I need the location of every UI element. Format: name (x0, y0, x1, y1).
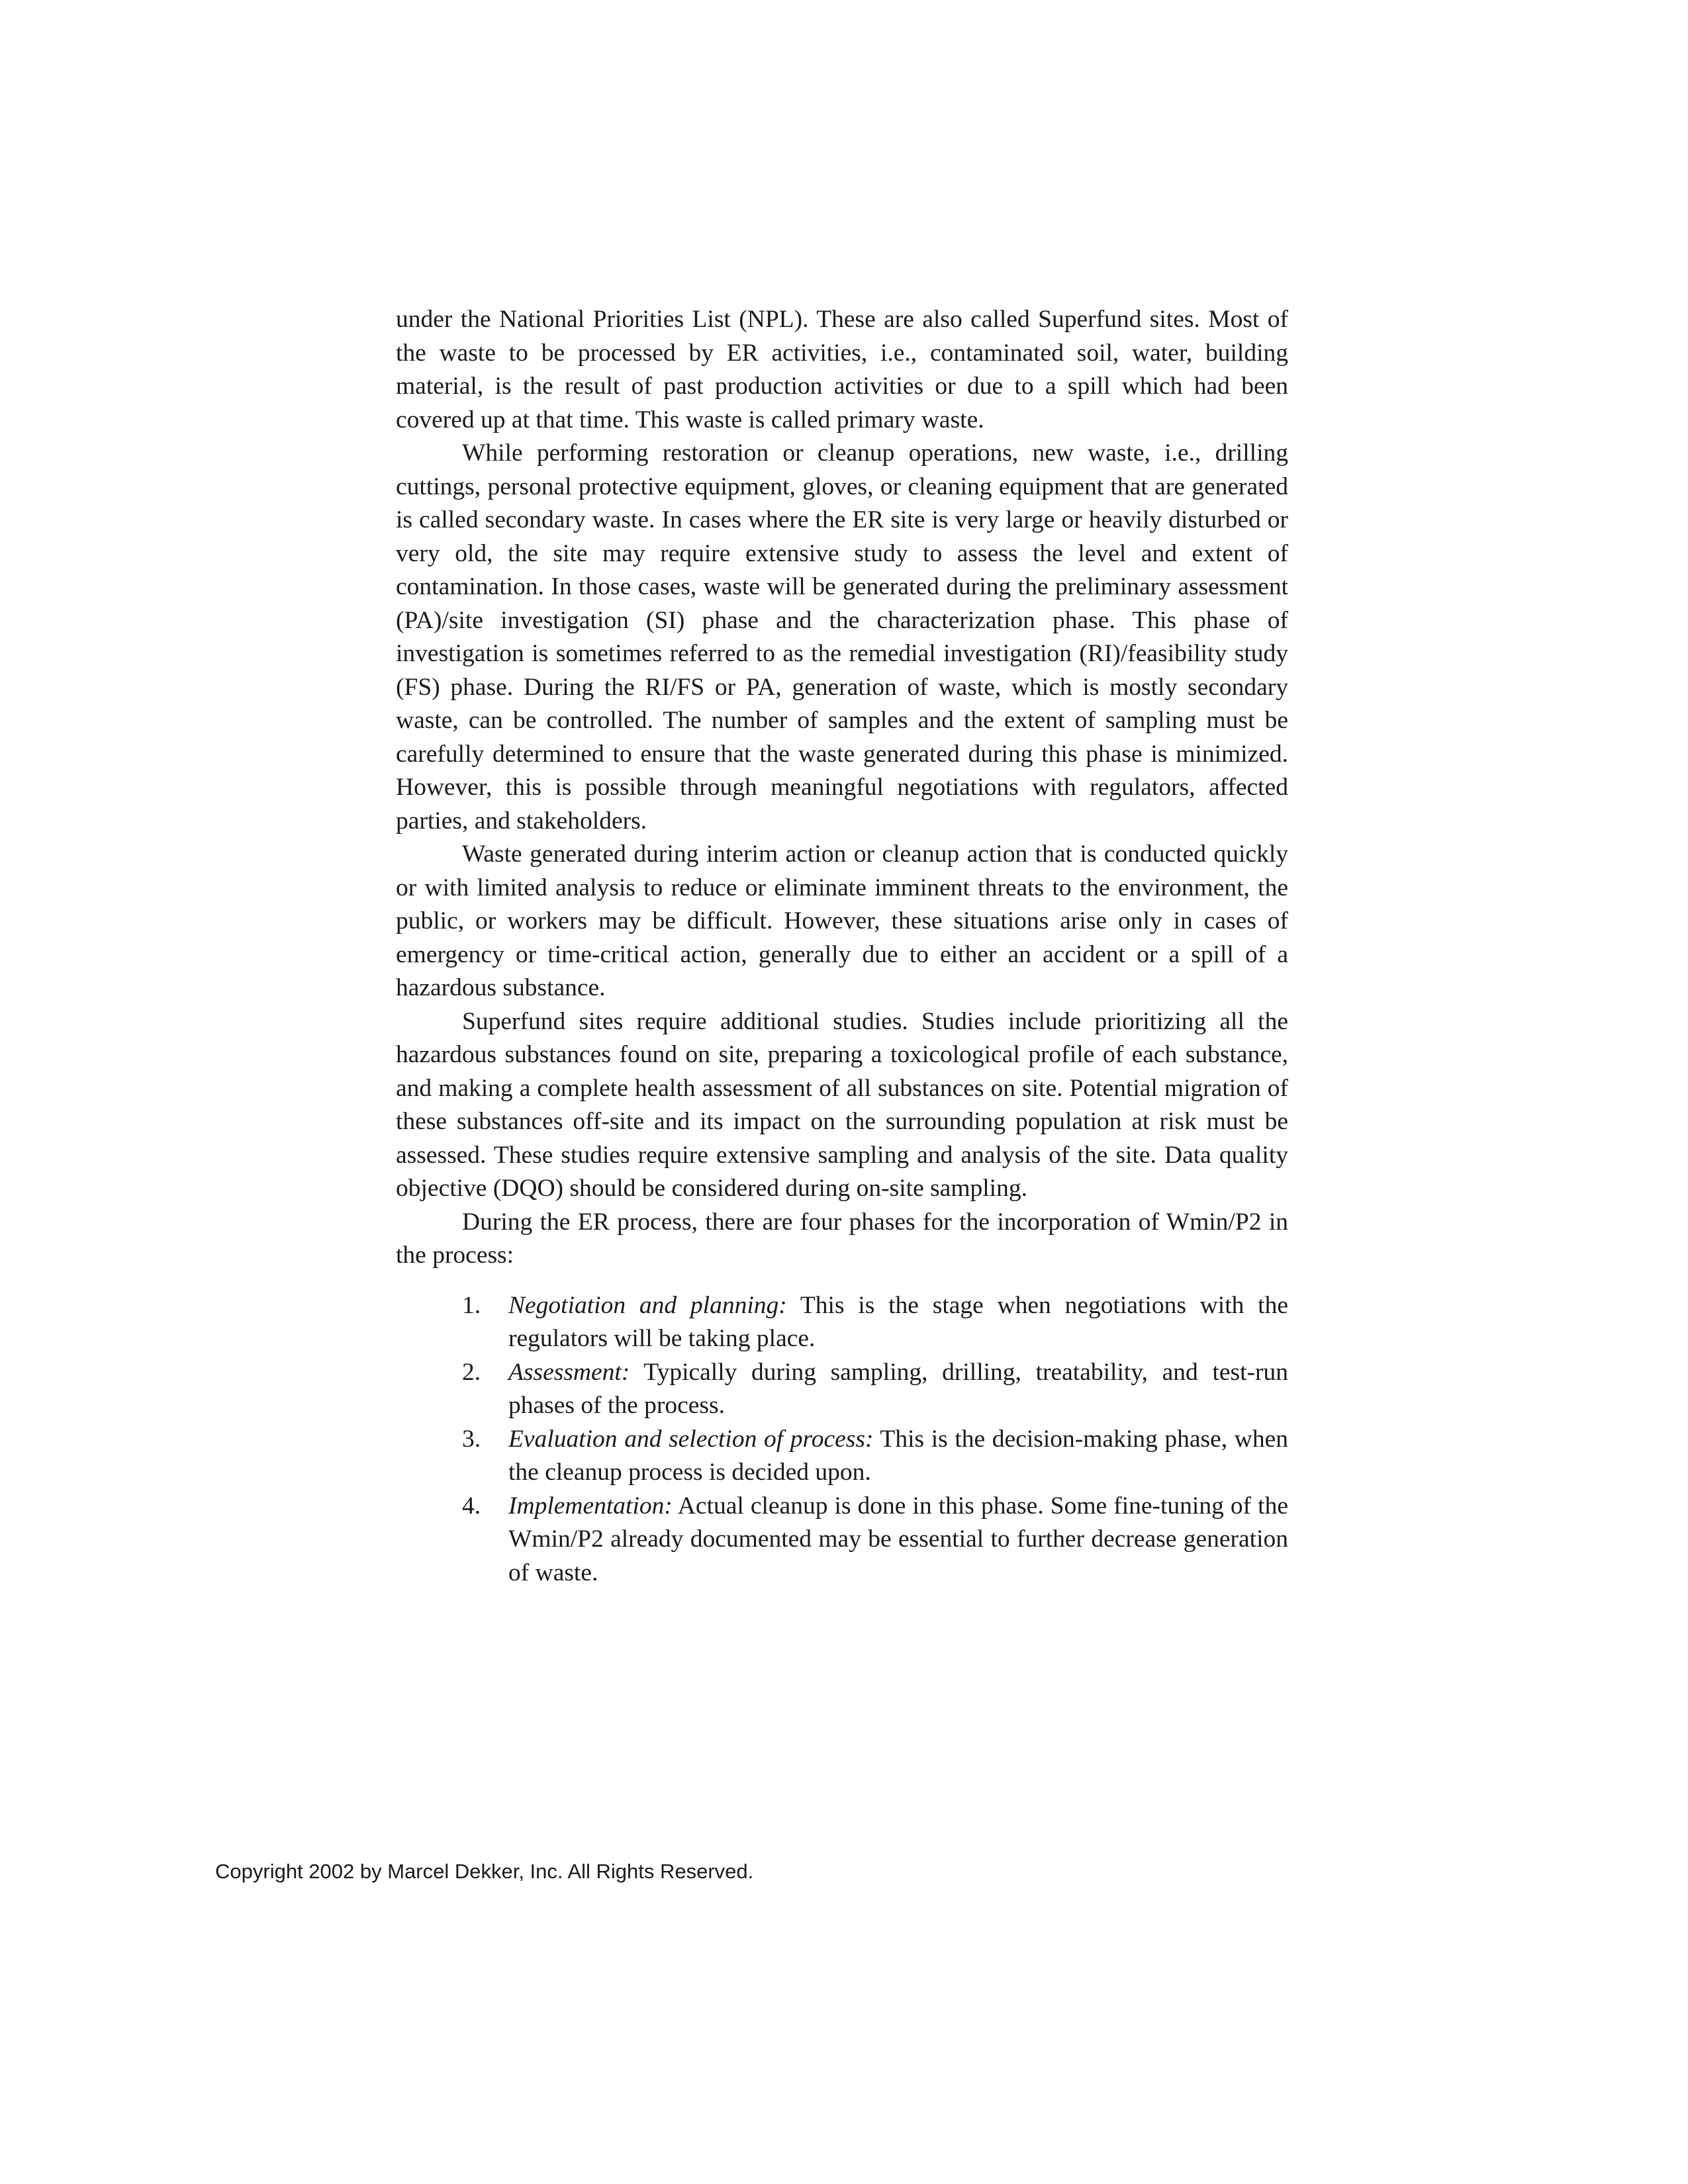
list-item-term: Assessment: (508, 1358, 630, 1386)
paragraph-2: While performing restoration or cleanup operations, new waste, i.e., drilling cuttings, personal protective equipment, gloves, or cleaning equipment that are generated is called secondary waste. In cases where the ER site is very large or heavily disturbed or very old, the site may require extensive study to assess the level and extent of contamination. In those cases, waste will be generated during the preliminary assessment (PA)/site investigation (SI) phase and the characterization phase. This phase of investigation is sometimes referred to as the remedial investigation (RI)/feasibility study (FS) phase. During the RI/FS or PA, generation of waste, which is mostly secondary waste, can be controlled. The number of samples and the extent of sampling must be carefully determined to ensure that the waste generated during this phase is minimized. However, this is possible through meaningful negotiations with regulators, affected parties, and stakeholders. (396, 439, 1288, 835)
list-item-text: Actual cleanup is done in this phase. Some fine-tuning of the Wmin/P2 already documented may be essential to further decrease generation of waste. (508, 1492, 1288, 1586)
list-item (396, 1490, 1288, 1590)
list-item-term: Negotiation and planning: (508, 1291, 787, 1319)
phase-list (396, 1289, 1288, 1590)
list-item-number: 3. (462, 1425, 481, 1453)
paragraph-1: under the National Priorities List (NPL). These are also called Superfund sites. Most of the waste to be processed by ER activities, i.e., contaminated soil, water, building material, is the result of past production activities or due to a spill which had been covered up at that time. This waste is called primary waste. (396, 306, 1288, 433)
list-item-text: This is the decision-making phase, when the cleanup process is decided upon. (508, 1425, 1288, 1486)
list-item-text: Typically during sampling, drilling, treatability, and test-run phases of the process. (508, 1358, 1288, 1419)
list-item-term: Evaluation and selection of process: (508, 1425, 874, 1453)
paragraph-4: Superfund sites require additional studies. Studies include prioritizing all the hazardous substances found on site, preparing a toxicological profile of each substance, and making a complete health assessment of all substances on site. Potential migration of these substances off-site and its impact on the surrounding population at risk must be assessed. These studies require extensive sampling and analysis of the site. Data quality objective (DQO) should be considered during on-site sampling. (396, 1007, 1288, 1202)
list-item-term: Implementation: (508, 1492, 673, 1520)
list-item (396, 1289, 1288, 1356)
list-item-text: This is the stage when negotiations with the regulators will be taking place. (508, 1291, 1288, 1352)
paragraph-3: Waste generated during interim action or cleanup action that is conducted quickly or with limited analysis to reduce or eliminate imminent threats to the environment, the public, or workers may be difficult. However, these situations arise only in cases of emergency or time-critical action, generally due to either an accident or a spill of a hazardous substance. (396, 841, 1288, 1001)
copyright-notice: Copyright 2002 by Marcel Dekker, Inc. All Rights Reserved. (215, 1860, 754, 1883)
paragraph-5: During the ER process, there are four phases for the incorporation of Wmin/P2 in the process: (396, 1208, 1288, 1269)
list-item-number: 2. (462, 1358, 481, 1386)
list-item-number: 4. (462, 1492, 481, 1520)
body-text (396, 303, 1288, 1590)
list-item (396, 1356, 1288, 1423)
list-item (396, 1423, 1288, 1490)
list-item-number: 1. (462, 1291, 481, 1319)
